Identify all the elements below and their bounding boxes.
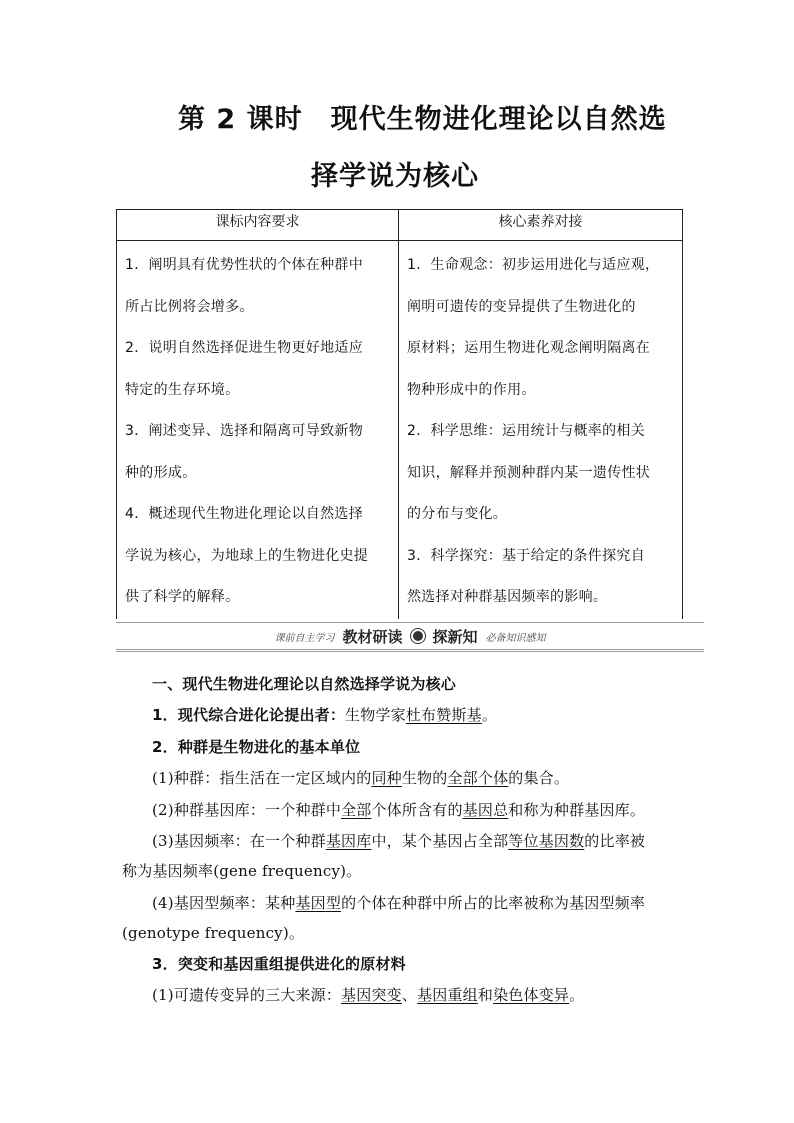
table-line: 所占比例将会增多。 bbox=[125, 298, 254, 315]
table-line: 3．阐述变异、选择和隔离可导致新物 bbox=[125, 423, 364, 439]
table-line: 原材料；运用生物进化观念阐明隔离在 bbox=[407, 340, 651, 356]
paragraph-4: (2)种群基因库：一个种群中全部个体所含有的基因总和称为种群基因库。 bbox=[152, 801, 646, 819]
table-line: 学说为核心，为地球上的生物进化史提 bbox=[125, 547, 369, 564]
table-header-requirements: 课标内容要求 bbox=[117, 210, 399, 241]
paragraph-5-line-2: 称为基因频率(gene frequency)。 bbox=[122, 862, 362, 880]
paragraph-5: (3)基因频率：在一个种群基因库中，某个基因占全部等位基因数的比率被 bbox=[152, 832, 646, 850]
requirements-column bbox=[117, 241, 399, 619]
table-line: 然选择对种群基因频率的影响。 bbox=[407, 589, 608, 605]
table-line: 2．说明自然选择促进生物更好地适应 bbox=[125, 340, 364, 356]
section-heading: 一、现代生物进化理论以自然选择学说为核心 bbox=[152, 675, 457, 693]
section-banner bbox=[116, 622, 704, 652]
paragraph-8: (1)可遗传变异的三大来源：基因突变、基因重组和染色体变异。 bbox=[152, 986, 585, 1004]
page-title-line2: 择学说为核心 bbox=[311, 161, 479, 192]
table-line: 1．生命观念：初步运用进化与适应观， bbox=[407, 257, 660, 273]
paragraph-6: (4)基因型频率：某种基因型的个体在种群中所占的比率被称为基因型频率 bbox=[152, 894, 646, 912]
banner-main-text: 教材研读 bbox=[342, 627, 403, 646]
table-line: 的分布与变化。 bbox=[407, 506, 508, 522]
page-title-line1: 第 2 课时 现代生物进化理论以自然选 bbox=[178, 104, 667, 135]
banner-main-text-2: 探新知 bbox=[432, 627, 478, 646]
paragraph-3: (1)种群：指生活在一定区域内的同种生物的全部个体的集合。 bbox=[152, 769, 570, 787]
banner-right-text: 必备知识感知 bbox=[485, 632, 546, 644]
paragraph-2: 2．种群是生物进化的基本单位 bbox=[152, 738, 361, 756]
banner-left-text: 课前自主学习 bbox=[274, 632, 335, 644]
table-line: 种的形成。 bbox=[125, 464, 197, 481]
table-line: 物种形成中的作用。 bbox=[407, 381, 536, 398]
competencies-column bbox=[399, 241, 683, 619]
table-header-competencies: 核心素养对接 bbox=[399, 210, 683, 241]
table-line: 知识，解释并预测种群内某一遗传性状 bbox=[407, 464, 651, 481]
table-line: 供了科学的解释。 bbox=[125, 589, 240, 605]
standards-table bbox=[116, 209, 683, 619]
paragraph-7: 3．突变和基因重组提供进化的原材料 bbox=[152, 955, 406, 973]
paragraph-1: 1．现代综合进化论提出者：生物学家杜布赞斯基。 bbox=[152, 706, 498, 724]
table-line: 4．概述现代生物进化理论以自然选择 bbox=[125, 506, 364, 522]
table-line: 特定的生存环境。 bbox=[125, 381, 240, 398]
banner-dot-icon bbox=[411, 629, 425, 643]
table-line: 3．科学探究：基于给定的条件探究自 bbox=[407, 547, 646, 564]
table-line: 2．科学思维：运用统计与概率的相关 bbox=[407, 423, 646, 439]
paragraph-6-line-2: (genotype frequency)。 bbox=[122, 924, 305, 942]
table-line: 1．阐明具有优势性状的个体在种群中 bbox=[125, 257, 364, 273]
table-line: 阐明可遗传的变异提供了生物进化的 bbox=[407, 298, 636, 315]
